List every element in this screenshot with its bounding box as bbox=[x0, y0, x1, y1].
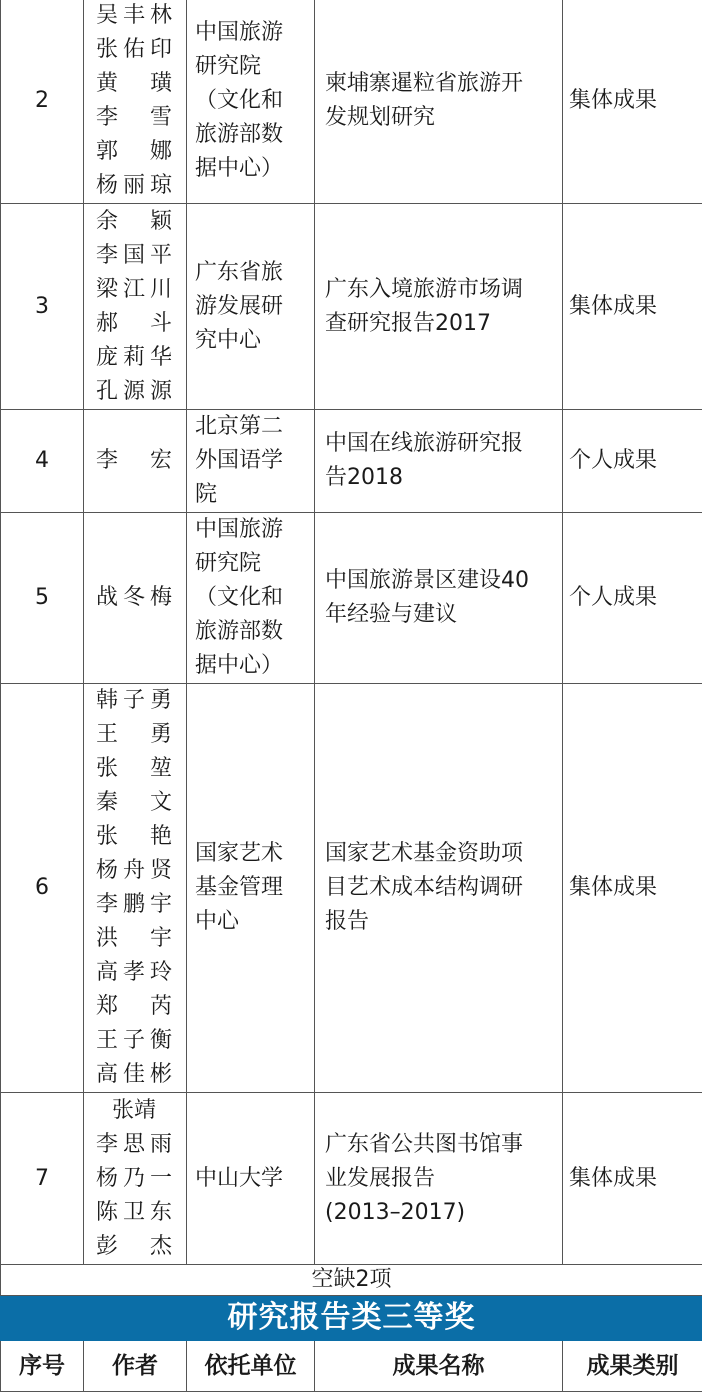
author-char: 靖 bbox=[134, 1097, 157, 1123]
author-char: 高 bbox=[96, 960, 119, 985]
author-char: 高 bbox=[96, 1062, 119, 1087]
author-name bbox=[96, 273, 172, 307]
author-char: 林 bbox=[149, 2, 172, 28]
author-char: 洪 bbox=[96, 926, 119, 951]
author-char: 吴 bbox=[96, 2, 119, 28]
author-char: 杰 bbox=[149, 1233, 172, 1259]
author-char: 宇 bbox=[149, 926, 172, 951]
author-char: 勇 bbox=[149, 688, 172, 713]
title-line: 广东省公共图书馆事 bbox=[325, 1131, 524, 1157]
unit-line: （文化和 bbox=[195, 87, 284, 113]
author-name bbox=[96, 990, 172, 1024]
author-char: 彭 bbox=[96, 1233, 119, 1259]
unit-line: 游发展研 bbox=[195, 293, 284, 319]
unit-cell bbox=[187, 1093, 315, 1265]
title-cell bbox=[315, 204, 563, 410]
author-name bbox=[96, 1196, 172, 1230]
unit-cell bbox=[187, 410, 315, 513]
author-char: 杨 bbox=[96, 858, 119, 883]
author-name bbox=[96, 33, 172, 67]
author-char: 堃 bbox=[149, 756, 172, 781]
author-char: 芮 bbox=[149, 994, 172, 1019]
author-name bbox=[96, 684, 172, 718]
author-name bbox=[96, 752, 172, 786]
category-cell: 集体成果 bbox=[563, 0, 702, 204]
author-char: 孔 bbox=[96, 378, 119, 404]
author-char: 江 bbox=[122, 276, 145, 302]
title-cell bbox=[315, 513, 563, 684]
header-unit: 依托单位 bbox=[187, 1341, 315, 1392]
author-char: 佑 bbox=[122, 36, 145, 62]
author-name bbox=[96, 888, 172, 922]
title-line: 中国旅游景区建设40 bbox=[325, 568, 529, 593]
row-number: 6 bbox=[1, 684, 84, 1093]
title-line: 广东入境旅游市场调 bbox=[325, 276, 524, 302]
unit-line: 中山大学 bbox=[195, 1165, 284, 1191]
author-char: 韩 bbox=[96, 688, 119, 713]
unit-line: 旅游部数 bbox=[195, 121, 284, 147]
author-char: 李 bbox=[96, 1131, 119, 1157]
unit-cell bbox=[187, 204, 315, 410]
author-char: 印 bbox=[149, 36, 172, 62]
author-name bbox=[96, 444, 172, 478]
header-author: 作者 bbox=[84, 1341, 187, 1392]
author-char: 玲 bbox=[149, 960, 172, 985]
title-line: (2013–2017) bbox=[325, 1199, 466, 1225]
table-row bbox=[1, 204, 702, 410]
author-char: 东 bbox=[149, 1199, 172, 1225]
title-line: 柬埔寨暹粒省旅游开 bbox=[325, 70, 524, 96]
author-char: 王 bbox=[96, 1028, 119, 1053]
author-char: 郑 bbox=[96, 994, 119, 1019]
unit-cell bbox=[187, 0, 315, 204]
unit-line: 据中心） bbox=[195, 653, 284, 678]
author-char: 佳 bbox=[122, 1062, 145, 1087]
author-cell bbox=[84, 1093, 187, 1265]
title-cell bbox=[315, 1093, 563, 1265]
author-char: 国 bbox=[122, 242, 145, 268]
title-line: 发规划研究 bbox=[325, 104, 436, 130]
author-char: 莉 bbox=[122, 344, 145, 370]
author-char: 舟 bbox=[122, 858, 145, 883]
author-char: 张 bbox=[96, 824, 119, 849]
author-char: 乃 bbox=[122, 1165, 145, 1191]
table-row bbox=[1, 513, 702, 684]
author-char: 李 bbox=[96, 104, 119, 130]
unit-line: 中心 bbox=[195, 909, 240, 934]
author-char: 艳 bbox=[149, 824, 172, 849]
category-cell: 个人成果 bbox=[563, 513, 702, 684]
author-char: 梁 bbox=[96, 276, 119, 302]
unit-line: （文化和 bbox=[195, 585, 284, 610]
category-cell: 集体成果 bbox=[563, 1093, 702, 1265]
author-cell bbox=[84, 204, 187, 410]
author-char: 子 bbox=[122, 1028, 145, 1053]
unit-line: 院 bbox=[195, 482, 218, 507]
author-char: 思 bbox=[122, 1131, 145, 1157]
author-cell bbox=[84, 684, 187, 1093]
author-char: 黄 bbox=[96, 70, 119, 96]
row-number: 7 bbox=[1, 1093, 84, 1265]
author-char: 雨 bbox=[149, 1131, 172, 1157]
author-char: 源 bbox=[122, 378, 145, 404]
author-name bbox=[96, 1058, 172, 1092]
table-row bbox=[1, 684, 702, 1093]
row-number: 4 bbox=[1, 410, 84, 513]
author-name bbox=[96, 922, 172, 956]
author-char: 战 bbox=[96, 585, 119, 610]
author-name bbox=[96, 718, 172, 752]
author-char: 郝 bbox=[96, 310, 119, 336]
unit-line: 旅游部数 bbox=[195, 619, 284, 644]
author-name bbox=[96, 1024, 172, 1058]
title-cell bbox=[315, 684, 563, 1093]
author-char: 彬 bbox=[149, 1062, 172, 1087]
author-char: 张 bbox=[111, 1097, 134, 1123]
unit-cell bbox=[187, 513, 315, 684]
author-char: 川 bbox=[149, 276, 172, 302]
author-name bbox=[96, 1094, 172, 1128]
unit-line: 基金管理 bbox=[195, 875, 284, 900]
author-char: 贤 bbox=[149, 858, 172, 883]
author-char: 余 bbox=[96, 208, 119, 234]
author-char: 一 bbox=[149, 1165, 172, 1191]
author-char: 李 bbox=[96, 242, 119, 268]
row-number: 5 bbox=[1, 513, 84, 684]
author-name bbox=[96, 307, 172, 341]
author-char: 丽 bbox=[122, 172, 145, 198]
unit-line: 北京第二 bbox=[195, 414, 284, 439]
author-name bbox=[96, 135, 172, 169]
row-number: 2 bbox=[1, 0, 84, 204]
author-char: 秦 bbox=[96, 790, 119, 815]
author-char: 王 bbox=[96, 722, 119, 747]
unit-line: 研究院 bbox=[195, 53, 262, 79]
author-char: 张 bbox=[96, 756, 119, 781]
author-char: 子 bbox=[122, 688, 145, 713]
title-line: 查研究报告2017 bbox=[325, 310, 491, 336]
vacancy-note: 空缺2项 bbox=[1, 1265, 702, 1296]
author-char: 华 bbox=[149, 344, 172, 370]
author-char: 平 bbox=[149, 242, 172, 268]
table-row bbox=[1, 1093, 702, 1265]
title-line: 国家艺术基金资助项 bbox=[325, 841, 524, 866]
title-cell bbox=[315, 0, 563, 204]
author-name bbox=[96, 956, 172, 990]
author-name bbox=[96, 101, 172, 135]
unit-line: 据中心） bbox=[195, 155, 284, 181]
author-cell bbox=[84, 513, 187, 684]
author-char: 宇 bbox=[149, 892, 172, 917]
author-char: 李 bbox=[96, 448, 119, 473]
author-char: 李 bbox=[96, 892, 119, 917]
section-banner: 研究报告类三等奖 bbox=[1, 1296, 702, 1341]
author-cell bbox=[84, 0, 187, 204]
author-char: 杨 bbox=[96, 1165, 119, 1191]
category-cell: 集体成果 bbox=[563, 204, 702, 410]
table-header-row bbox=[1, 1341, 702, 1392]
author-name bbox=[96, 1162, 172, 1196]
author-cell bbox=[84, 410, 187, 513]
unit-line: 中国旅游 bbox=[195, 19, 284, 45]
author-char: 鹏 bbox=[122, 892, 145, 917]
title-line: 目艺术成本结构调研 bbox=[325, 875, 524, 900]
author-name bbox=[96, 1230, 172, 1264]
title-line: 告2018 bbox=[325, 465, 403, 490]
author-char: 宏 bbox=[149, 448, 172, 473]
author-name bbox=[96, 820, 172, 854]
header-title: 成果名称 bbox=[315, 1341, 563, 1392]
author-name bbox=[96, 169, 172, 203]
author-char: 雪 bbox=[149, 104, 172, 130]
unit-cell bbox=[187, 684, 315, 1093]
unit-line: 究中心 bbox=[195, 327, 262, 353]
author-char: 勇 bbox=[149, 722, 172, 747]
unit-line: 研究院 bbox=[195, 551, 262, 576]
author-name bbox=[96, 1128, 172, 1162]
author-char: 颖 bbox=[149, 208, 172, 234]
title-line: 年经验与建议 bbox=[325, 602, 458, 627]
unit-line: 外国语学 bbox=[195, 448, 284, 473]
author-name bbox=[96, 67, 172, 101]
title-cell bbox=[315, 410, 563, 513]
section-banner-row bbox=[1, 1296, 702, 1341]
vacancy-note-row bbox=[1, 1265, 702, 1296]
author-name bbox=[96, 205, 172, 239]
author-char: 源 bbox=[149, 378, 172, 404]
author-char: 冬 bbox=[122, 585, 145, 610]
author-char: 丰 bbox=[122, 2, 145, 28]
author-name bbox=[96, 341, 172, 375]
author-name bbox=[96, 854, 172, 888]
author-char: 张 bbox=[96, 36, 119, 62]
author-char: 卫 bbox=[122, 1199, 145, 1225]
category-cell: 个人成果 bbox=[563, 410, 702, 513]
award-rows bbox=[1, 0, 702, 1265]
title-line: 业发展报告 bbox=[325, 1165, 436, 1191]
author-char: 杨 bbox=[96, 172, 119, 198]
author-char: 陈 bbox=[96, 1199, 119, 1225]
author-char: 琼 bbox=[149, 172, 172, 198]
table-row bbox=[1, 410, 702, 513]
unit-line: 中国旅游 bbox=[195, 517, 284, 542]
header-no: 序号 bbox=[1, 1341, 84, 1392]
table-row bbox=[1, 0, 702, 204]
author-char: 孝 bbox=[122, 960, 145, 985]
unit-line: 国家艺术 bbox=[195, 841, 284, 866]
author-name bbox=[96, 239, 172, 273]
author-name bbox=[96, 0, 172, 33]
author-char: 娜 bbox=[149, 138, 172, 164]
header-category: 成果类别 bbox=[563, 1341, 702, 1392]
author-char: 庞 bbox=[96, 344, 119, 370]
title-line: 报告 bbox=[325, 909, 370, 934]
author-char: 郭 bbox=[96, 138, 119, 164]
author-name bbox=[96, 786, 172, 820]
author-name bbox=[96, 581, 172, 615]
author-name bbox=[96, 375, 172, 409]
category-cell: 集体成果 bbox=[563, 684, 702, 1093]
author-char: 文 bbox=[149, 790, 172, 815]
author-char: 衡 bbox=[149, 1028, 172, 1053]
title-line: 中国在线旅游研究报 bbox=[325, 431, 524, 456]
author-char: 斗 bbox=[149, 310, 172, 336]
author-char: 璜 bbox=[149, 70, 172, 96]
unit-line: 广东省旅 bbox=[195, 259, 284, 285]
row-number: 3 bbox=[1, 204, 84, 410]
author-char: 梅 bbox=[149, 585, 172, 610]
